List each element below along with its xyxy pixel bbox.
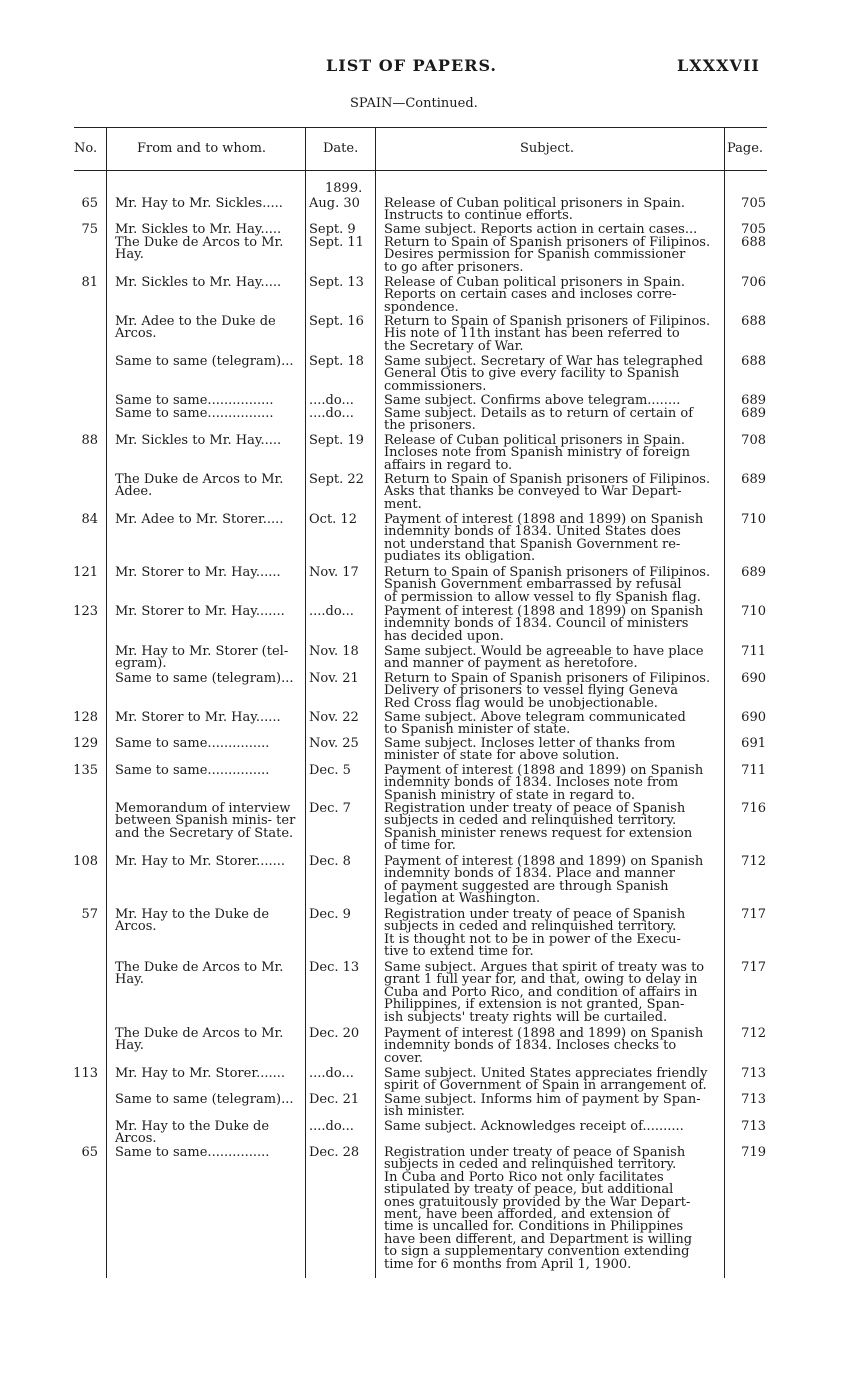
entry-subject: Same subject. Secretary of War has telegraphed General Otis to give every facility to Spanish commissioners. bbox=[384, 354, 703, 394]
entry-page: 712 bbox=[741, 1026, 766, 1041]
entry-page: 705 bbox=[741, 196, 766, 211]
entry-subject: Same subject. Argues that spirit of treaty was to grant 1 full year for, and that, owing to delay in Cuba and Porto Rico, and condition of affairs in Philippines, if extension is not granted, Span- ish subjects' treaty rights will be curtailed. bbox=[384, 960, 705, 1025]
column-divider bbox=[724, 128, 725, 1278]
entry-date: Dec. 28 bbox=[309, 1145, 360, 1160]
entry-date: ....do... bbox=[309, 393, 354, 408]
table-top-rule bbox=[74, 127, 767, 128]
entry-subject: Payment of interest (1898 and 1899) on Spanish indemnity bonds of 1834. Council of ministers has decided upon. bbox=[384, 604, 704, 644]
correspondent: Same to same............... bbox=[115, 736, 270, 751]
entry-page: 690 bbox=[741, 671, 766, 686]
entry-page: 717 bbox=[741, 960, 766, 975]
entry-subject: Same subject. Confirms above telegram........ bbox=[384, 393, 681, 408]
entry-date: Nov. 25 bbox=[309, 736, 359, 751]
entry-number: 135 bbox=[73, 763, 98, 778]
entry-date: Sept. 11 bbox=[309, 235, 364, 250]
correspondent: Same to same............... bbox=[115, 1145, 270, 1160]
column-divider bbox=[106, 128, 107, 1278]
entry-subject: Release of Cuban political prisoners in Spain. Instructs to continue efforts. bbox=[384, 196, 685, 224]
correspondent: Mr. Adee to the Duke de Arcos. bbox=[115, 314, 276, 342]
entry-page: 691 bbox=[741, 736, 766, 751]
correspondent: Same to same (telegram)... bbox=[115, 1092, 294, 1107]
correspondent: Mr. Adee to Mr. Storer..... bbox=[115, 512, 284, 527]
entry-date: Dec. 20 bbox=[309, 1026, 360, 1041]
entry-subject: Return to Spain of Spanish prisoners of Filipinos. Delivery of prisoners to vessel flying Geneva Red Cross flag would be unobjectionable. bbox=[384, 671, 711, 711]
correspondent: The Duke de Arcos to Mr. Hay. bbox=[115, 1026, 284, 1054]
entry-page: 716 bbox=[741, 801, 766, 816]
entry-date: Sept. 16 bbox=[309, 314, 364, 329]
entry-subject: Same subject. Reports action in certain cases... bbox=[384, 222, 698, 237]
entry-page: 719 bbox=[741, 1145, 766, 1160]
entry-subject: Payment of interest (1898 and 1899) on Spanish indemnity bonds of 1834. Incloses checks to cover. bbox=[384, 1026, 704, 1066]
entry-page: 689 bbox=[741, 393, 766, 408]
entry-subject: Same subject. Incloses letter of thanks from minister of state for above solution. bbox=[384, 736, 676, 764]
entry-page: 708 bbox=[741, 433, 766, 448]
column-divider bbox=[305, 128, 306, 1278]
entry-page: 706 bbox=[741, 275, 766, 290]
entry-date: Nov. 22 bbox=[309, 710, 359, 725]
entry-number: 123 bbox=[73, 604, 98, 619]
correspondent: Mr. Sickles to Mr. Hay..... bbox=[115, 275, 282, 290]
entry-number: 108 bbox=[73, 854, 98, 869]
correspondent: The Duke de Arcos to Mr. Adee. bbox=[115, 472, 284, 500]
entry-number: 129 bbox=[73, 736, 98, 751]
entry-date: Nov. 17 bbox=[309, 565, 359, 580]
entry-subject: Return to Spain of Spanish prisoners of Filipinos. Desires permission for Spanish commissioner to go after prisoners. bbox=[384, 235, 711, 275]
entry-subject: Same subject. Above telegram communicated to Spanish minister of state. bbox=[384, 710, 686, 738]
correspondent: Same to same (telegram)... bbox=[115, 671, 294, 686]
column-header-from: From and to whom. bbox=[137, 141, 267, 156]
entry-page: 689 bbox=[741, 472, 766, 487]
entry-number: 75 bbox=[81, 222, 98, 237]
correspondent: Same to same (telegram)... bbox=[115, 354, 294, 369]
entry-date: ....do... bbox=[309, 604, 354, 619]
entry-page: 689 bbox=[741, 565, 766, 580]
entry-date: Dec. 9 bbox=[309, 907, 351, 922]
correspondent: Same to same................ bbox=[115, 406, 274, 421]
entry-subject: Same subject. Informs him of payment by Span- ish minister. bbox=[384, 1092, 701, 1120]
column-header-page: Page. bbox=[727, 141, 764, 156]
correspondent: Mr. Storer to Mr. Hay....... bbox=[115, 604, 285, 619]
entry-page: 688 bbox=[741, 314, 766, 329]
year-label: 1899. bbox=[325, 181, 363, 196]
entry-subject: Same subject. Acknowledges receipt of.......... bbox=[384, 1119, 684, 1134]
entry-page: 705 bbox=[741, 222, 766, 237]
correspondent: The Duke de Arcos to Mr. Hay. bbox=[115, 235, 284, 263]
column-header-date: Date. bbox=[323, 141, 359, 156]
entry-number: 84 bbox=[81, 512, 98, 527]
entry-subject: Registration under treaty of peace of Spanish subjects in ceded and relinquished territory. It is thought not to be in power of the Execu- tive to extend time for. bbox=[384, 907, 686, 960]
entry-subject: Same subject. Would be agreeable to have place and manner of payment as heretofore. bbox=[384, 644, 704, 672]
entry-date: Sept. 9 bbox=[309, 222, 356, 237]
correspondent: Same to same............... bbox=[115, 763, 270, 778]
correspondent: Mr. Hay to Mr. Storer....... bbox=[115, 854, 286, 869]
correspondent: Mr. Hay to Mr. Storer (tel- egram). bbox=[115, 644, 289, 672]
correspondent: Mr. Storer to Mr. Hay...... bbox=[115, 565, 281, 580]
entry-subject: Payment of interest (1898 and 1899) on Spanish indemnity bonds of 1834. Incloses note from Spanish ministry of state in regard to. bbox=[384, 763, 704, 803]
entry-page: 710 bbox=[741, 512, 766, 527]
entry-subject: Registration under treaty of peace of Spanish subjects in ceded and relinquished territory. Spanish minister renews request for extension of time for. bbox=[384, 801, 693, 854]
correspondent: Mr. Hay to Mr. Sickles..... bbox=[115, 196, 283, 211]
entry-date: Dec. 8 bbox=[309, 854, 351, 869]
section-heading: SPAIN—Continued. bbox=[350, 96, 478, 111]
correspondent: Mr. Hay to Mr. Storer....... bbox=[115, 1066, 286, 1081]
entry-page: 712 bbox=[741, 854, 766, 869]
entry-date: ....do... bbox=[309, 406, 354, 421]
entry-number: 121 bbox=[73, 565, 98, 580]
entry-subject: Same subject. United States appreciates friendly spirit of Government of Spain in arrangement of. bbox=[384, 1066, 708, 1094]
column-divider bbox=[375, 128, 376, 1278]
entry-page: 689 bbox=[741, 406, 766, 421]
entry-number: 65 bbox=[81, 1145, 98, 1160]
entry-subject: Release of Cuban political prisoners in Spain. Reports on certain cases and incloses corre- spondence. bbox=[384, 275, 685, 315]
column-header-no: No. bbox=[74, 141, 98, 156]
entry-page: 717 bbox=[741, 907, 766, 922]
entry-page: 711 bbox=[741, 763, 766, 778]
entry-date: Nov. 18 bbox=[309, 644, 359, 659]
entry-date: Nov. 21 bbox=[309, 671, 359, 686]
correspondent: The Duke de Arcos to Mr. Hay. bbox=[115, 960, 284, 988]
entry-number: 88 bbox=[81, 433, 98, 448]
column-header-subject: Subject. bbox=[520, 141, 574, 156]
entry-date: ....do... bbox=[309, 1066, 354, 1081]
entry-date: Aug. 30 bbox=[309, 196, 360, 211]
entry-date: ....do... bbox=[309, 1119, 354, 1134]
correspondent: Mr. Hay to the Duke de Arcos. bbox=[115, 1119, 270, 1147]
correspondent: Same to same................ bbox=[115, 393, 274, 408]
entry-date: Dec. 5 bbox=[309, 763, 351, 778]
entry-number: 113 bbox=[73, 1066, 98, 1081]
entry-page: 688 bbox=[741, 235, 766, 250]
entry-subject: Return to Spain of Spanish prisoners of Filipinos. His note of 11th instant has been referred to the Secretary of War. bbox=[384, 314, 711, 354]
page-number: LXXXVII bbox=[677, 56, 760, 75]
entry-page: 711 bbox=[741, 644, 766, 659]
entry-subject: Registration under treaty of peace of Spanish subjects in ceded and relinquished territory. In Cuba and Porto Rico not only facilitates stipulated by treaty of peace, but additional ones gratuitously provided by the War Depart- ment, have been afforded, and extension of time is uncalled for. Conditions in Philippines have been different, and Department is willing to sign a supplementary convention extending time for 6 months from April 1, 1900. bbox=[384, 1145, 693, 1272]
entry-number: 81 bbox=[81, 275, 98, 290]
entry-page: 690 bbox=[741, 710, 766, 725]
entry-date: Dec. 13 bbox=[309, 960, 360, 975]
entry-subject: Return to Spain of Spanish prisoners of Filipinos. Spanish Government embarrassed by refusal of permission to allow vessel to fly Spanish flag. bbox=[384, 565, 711, 605]
entry-date: Sept. 18 bbox=[309, 354, 364, 369]
entry-date: Dec. 21 bbox=[309, 1092, 360, 1107]
page-title: LIST OF PAPERS. bbox=[326, 56, 497, 75]
entry-subject: Same subject. Details as to return of certain of the prisoners. bbox=[384, 406, 694, 434]
entry-date: Oct. 12 bbox=[309, 512, 357, 527]
entry-number: 65 bbox=[81, 196, 98, 211]
correspondent: Mr. Storer to Mr. Hay...... bbox=[115, 710, 281, 725]
correspondent: Mr. Hay to the Duke de Arcos. bbox=[115, 907, 270, 935]
entry-page: 710 bbox=[741, 604, 766, 619]
entry-number: 57 bbox=[81, 907, 98, 922]
entry-page: 713 bbox=[741, 1119, 766, 1134]
entry-subject: Release of Cuban political prisoners in Spain. Incloses note from Spanish ministry of foreign affairs in regard to. bbox=[384, 433, 690, 473]
entry-subject: Return to Spain of Spanish prisoners of Filipinos. Asks that thanks be conveyed to War Depart- ment. bbox=[384, 472, 711, 512]
correspondent: Mr. Sickles to Mr. Hay..... bbox=[115, 433, 282, 448]
entry-subject: Payment of interest (1898 and 1899) on Spanish indemnity bonds of 1834. Place and manner of payment suggested are through Spanish legation at Washington. bbox=[384, 854, 704, 907]
entry-date: Dec. 7 bbox=[309, 801, 351, 816]
correspondent: Memorandum of interview between Spanish minis- ter and the Secretary of State. bbox=[115, 801, 296, 841]
entry-subject: Payment of interest (1898 and 1899) on Spanish indemnity bonds of 1834. United States does not understand that Spanish Government re- pudiates its obligation. bbox=[384, 512, 704, 565]
entry-date: Sept. 19 bbox=[309, 433, 364, 448]
correspondent: Mr. Sickles to Mr. Hay..... bbox=[115, 222, 282, 237]
entry-date: Sept. 22 bbox=[309, 472, 364, 487]
entry-number: 128 bbox=[73, 710, 98, 725]
header-bottom-rule bbox=[74, 170, 767, 171]
entry-date: Sept. 13 bbox=[309, 275, 364, 290]
entry-page: 713 bbox=[741, 1066, 766, 1081]
entry-page: 713 bbox=[741, 1092, 766, 1107]
entry-page: 688 bbox=[741, 354, 766, 369]
